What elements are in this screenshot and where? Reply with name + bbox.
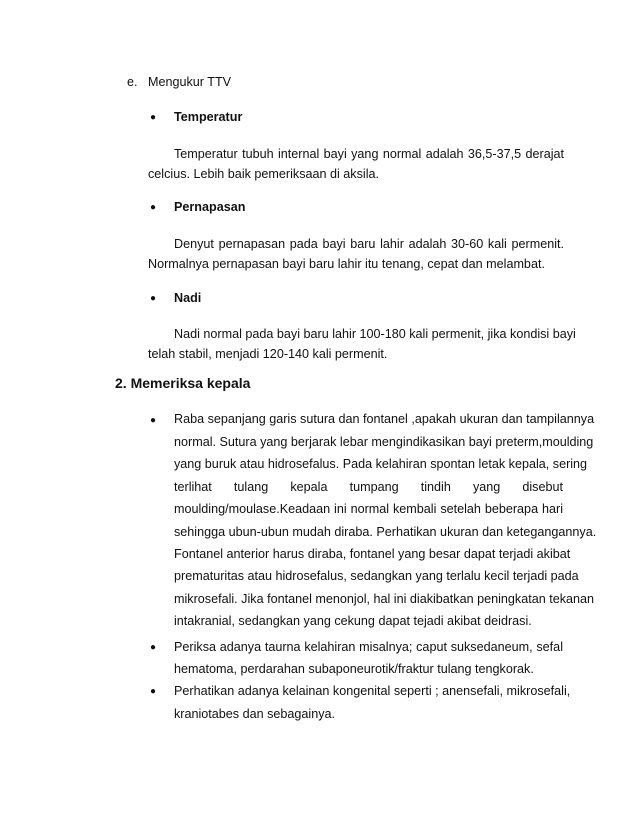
bullet-icon: ● xyxy=(150,112,157,123)
bullet-line: prematuritas atau hidrosefalus, sedangkan yang terlalu kecil terjadi pada xyxy=(174,569,579,583)
bullet-line: moulding/moulase.Keadaan ini normal kembali setelah beberapa hari xyxy=(174,502,563,516)
bullet-line: Perhatikan adanya kelainan kongenital seperti ; anensefali, mikrosefali, xyxy=(174,684,571,698)
section-2-heading: 2. Memeriksa kepala xyxy=(115,375,251,391)
paragraph-line: Normalnya pernapasan bayi baru lahir itu tenang, cepat dan melambat. xyxy=(148,257,545,271)
bullet-line: normal. Sutura yang berjarak lebar mengindikasikan bayi preterm,moulding xyxy=(174,435,594,449)
paragraph-line: Denyut pernapasan pada bayi baru lahir adalah 30-60 kali permenit. xyxy=(174,237,564,251)
bullet-icon: ● xyxy=(150,686,157,697)
bullet-icon: ● xyxy=(150,642,157,653)
bullet-line: kraniotabes dan sebagainya. xyxy=(174,707,336,721)
paragraph-line: celcius. Lebih baik pemeriksaan di aksila. xyxy=(148,167,380,181)
item-heading-pernapasan: Pernapasan xyxy=(174,200,246,214)
section-e-title: Mengukur TTV xyxy=(148,75,232,89)
bullet-line: hematoma, perdarahan subaponeurotik/fraktur tulang tengkorak. xyxy=(174,662,534,676)
paragraph-line: Temperatur tubuh internal bayi yang normal adalah 36,5-37,5 derajat xyxy=(174,147,564,161)
bullet-line: intakranial, sedangkan yang cekung dapat tejadi akibat deidrasi. xyxy=(174,614,532,628)
bullet-icon: ● xyxy=(150,415,157,426)
paragraph-line: Nadi normal pada bayi baru lahir 100-180 kali permenit, jika kondisi bayi xyxy=(174,327,576,341)
bullet-line: Fontanel anterior harus diraba, fontanel yang besar dapat terjadi akibat xyxy=(174,547,571,561)
bullet-line: terlihat tulang kepala tumpang tindih yang disebut xyxy=(174,480,563,494)
item-heading-nadi: Nadi xyxy=(174,291,202,305)
section-e-marker: e. xyxy=(127,75,138,89)
item-heading-temperatur: Temperatur xyxy=(174,110,243,124)
bullet-line: Raba sepanjang garis sutura dan fontanel ,apakah ukuran dan tampilannya xyxy=(174,412,595,426)
bullet-icon: ● xyxy=(150,293,157,304)
bullet-icon: ● xyxy=(150,202,157,213)
bullet-line: yang buruk atau hidrosefalus. Pada kelahiran spontan letak kepala, sering xyxy=(174,457,588,471)
bullet-line: sehingga ubun-ubun mudah diraba. Perhatikan ukuran dan ketegangannya. xyxy=(174,525,597,539)
bullet-line: mikrosefali. Jika fontanel menonjol, hal ini diakibatkan peningkatan tekanan xyxy=(174,592,595,606)
paragraph-line: telah stabil, menjadi 120-140 kali permenit. xyxy=(148,347,388,361)
bullet-line: Periksa adanya taurna kelahiran misalnya; caput suksedaneum, sefal xyxy=(174,640,563,654)
